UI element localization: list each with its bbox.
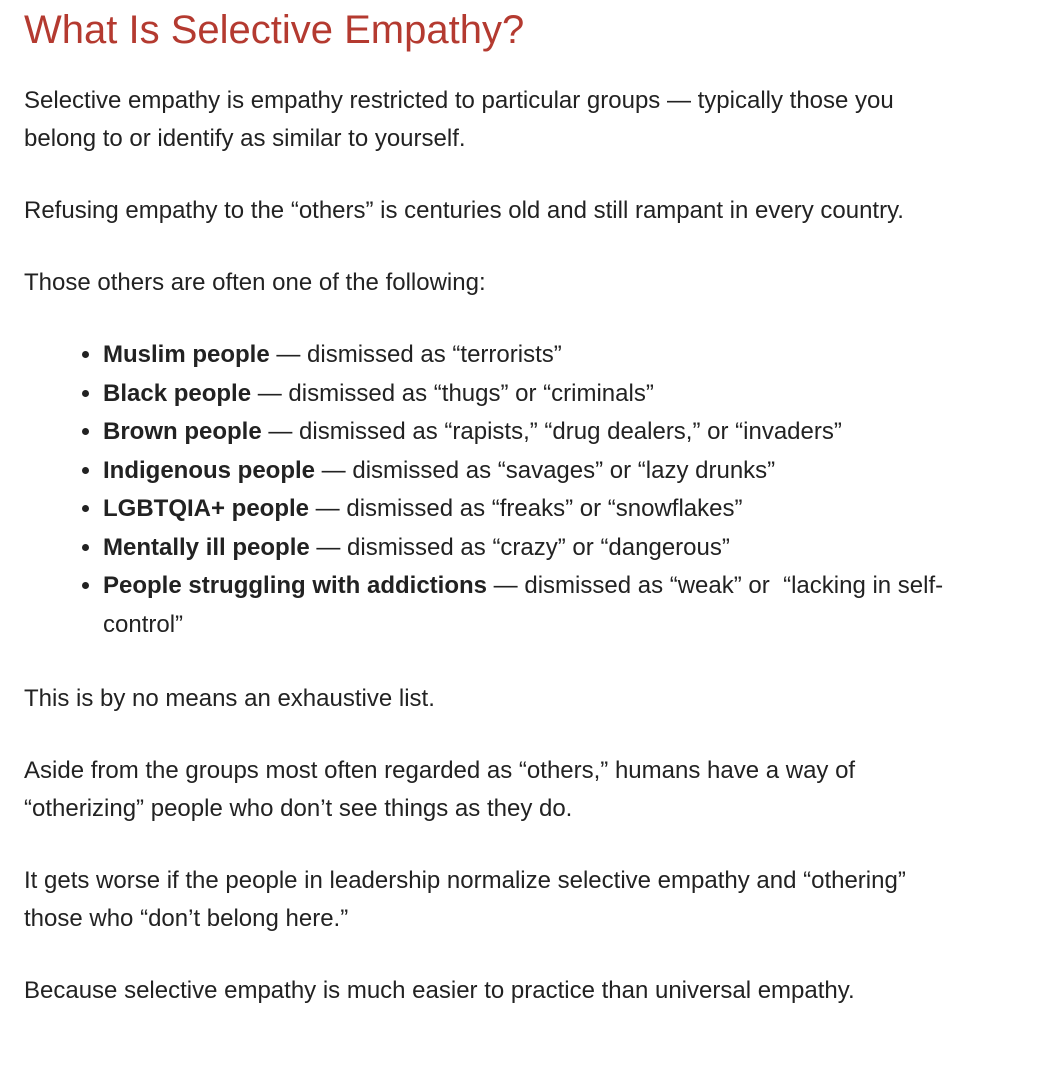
list-item-term: Muslim people (103, 341, 270, 368)
list-item-term: Indigenous people (103, 456, 316, 484)
list-item-detail: — dismissed as “savages” or “lazy drunks” (315, 456, 776, 484)
list-item (103, 490, 1013, 529)
list-item (103, 413, 1013, 452)
list-item-detail: — dismissed as “weak” or “lacking in self-control” (103, 572, 944, 638)
list-item-term: Mentally ill people (103, 533, 310, 561)
paragraph-closing-3: It gets worse if the people in leadership normalize selective empathy and “othering” those who “don’t belong here.” (24, 867, 913, 932)
paragraph-closing-4: Because selective empathy is much easier to practice than universal empathy. (24, 977, 855, 1004)
list-item (103, 452, 1013, 491)
paragraph-closing-2: Aside from the groups most often regarded as “others,” humans have a way of “otherizing” people who don’t see things as they do. (24, 757, 862, 822)
list-item-term: Brown people (103, 418, 262, 445)
paragraph-intro-2: Refusing empathy to the “others” is centuries old and still rampant in every country. (24, 197, 904, 224)
article-title: What Is Selective Empathy? (24, 8, 525, 52)
paragraph-list-intro: Those others are often one of the following: (24, 269, 486, 296)
list-item-detail: — dismissed as “terrorists” (269, 341, 562, 368)
paragraph-intro-1: Selective empathy is empathy restricted to particular groups — typically those you belong to or identify as similar to yourself. (24, 87, 901, 152)
list-item (103, 336, 1013, 375)
list-item (103, 529, 1013, 568)
list-item-detail: — dismissed as “crazy” or “dangerous” (309, 533, 730, 561)
list-item-detail: — dismissed as “thugs” or “criminals” (251, 379, 654, 407)
list-item-detail: — dismissed as “freaks” or “snowflakes” (309, 495, 743, 522)
list-item-detail: — dismissed as “rapists,” “drug dealers,” or “invaders” (261, 418, 842, 445)
others-list (24, 336, 1013, 644)
paragraph-closing-1: This is by no means an exhaustive list. (24, 685, 435, 712)
list-item-term: Black people (103, 379, 252, 407)
list-item (103, 567, 1013, 644)
list-item-term: LGBTQIA+ people (103, 495, 310, 522)
list-item-term: People struggling with addictions (103, 572, 488, 599)
list-item (103, 375, 1013, 414)
